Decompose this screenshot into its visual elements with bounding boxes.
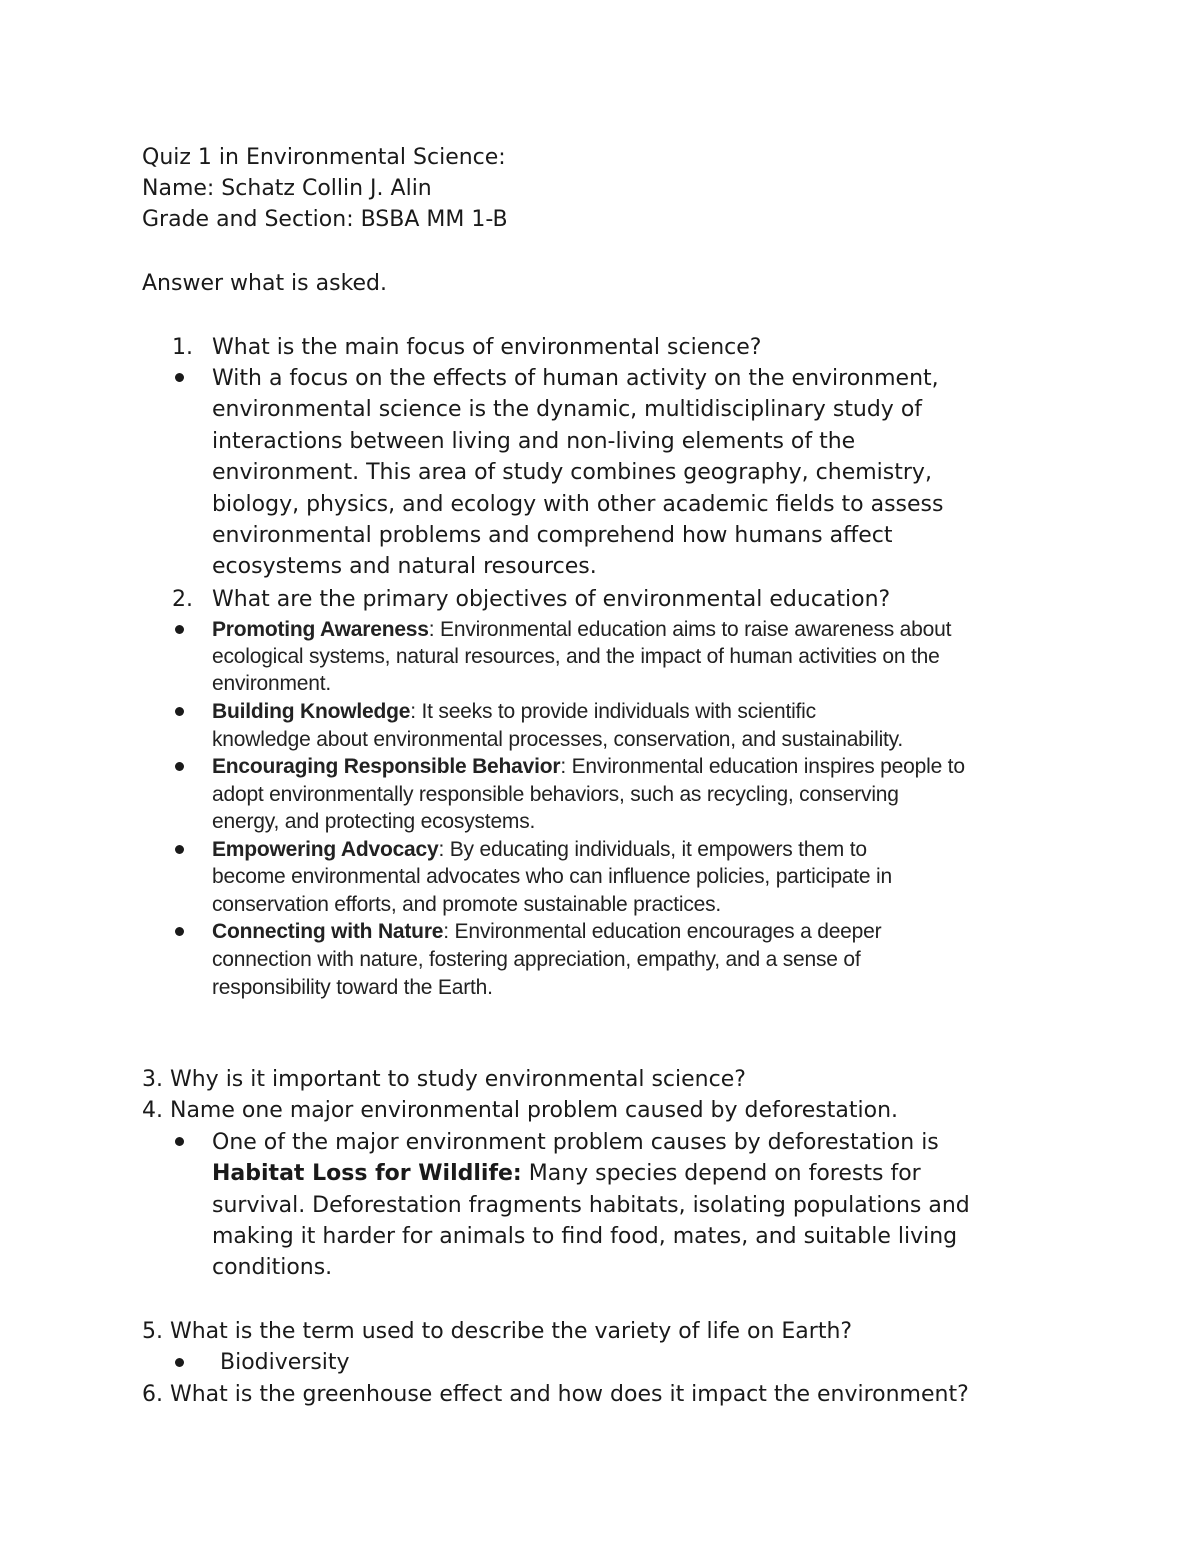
objective-text: knowledge about environmental processes, conservation, and sustainability. [212,728,904,751]
bullet-icon [175,373,184,382]
bullet-icon [175,927,184,936]
objective-item [212,836,867,863]
q2-question: What are the primary objectives of environmental education? [212,587,891,612]
objective-text: : By educating individuals, it empowers them to [438,838,867,861]
q1-number: 1. [172,335,193,360]
quiz-title: Quiz 1 in Environmental Science: [142,145,506,170]
q1-answer-line: environmental problems and comprehend how humans affect [212,523,893,548]
bullet-icon [175,625,184,634]
objective-term: Promoting Awareness [212,618,429,641]
objective-item [212,616,951,643]
objective-text: ecological systems, natural resources, and the impact of human activities on the [212,645,940,668]
q4-answer-line: conditions. [212,1255,333,1280]
objective-text: environment. [212,672,331,695]
objective-item [212,698,816,725]
q1-answer-line: environment. This area of study combines geography, chemistry, [212,460,932,485]
objective-text: become environmental advocates who can influence policies, participate in [212,865,892,888]
q4-answer-line [212,1158,921,1189]
q4-bold-term: Habitat Loss for Wildlife: [212,1161,522,1186]
bullet-icon [175,845,184,854]
objective-term: Encouraging Responsible Behavior [212,755,561,778]
q1-answer-line: biology, physics, and ecology with other academic fields to assess [212,492,944,517]
q4-answer-line: One of the major environment problem causes by deforestation is [212,1130,939,1155]
objective-text: : Environmental education aims to raise awareness about [428,618,952,641]
q3-question: 3. Why is it important to study environmental science? [142,1067,746,1092]
q1-answer-line: ecosystems and natural resources. [212,554,597,579]
objective-term: Empowering Advocacy [212,838,439,861]
q4-answer-text: Many species depend on forests for [521,1161,921,1186]
objective-text: connection with nature, fostering appreciation, empathy, and a sense of [212,948,861,971]
objective-text: : It seeks to provide individuals with scientific [410,700,816,723]
q5-question: 5. What is the term used to describe the variety of life on Earth? [142,1319,853,1344]
q1-question: What is the main focus of environmental science? [212,335,762,360]
bullet-icon [175,1137,184,1146]
objective-term: Connecting with Nature [212,920,444,943]
objective-text: : Environmental education encourages a deeper [443,920,882,943]
objective-item [212,753,965,780]
objective-text: energy, and protecting ecosystems. [212,810,536,833]
q4-question: 4. Name one major environmental problem caused by deforestation. [142,1098,899,1123]
q1-answer-line: environmental science is the dynamic, multidisciplinary study of [212,397,923,422]
bullet-icon [175,707,184,716]
q5-answer: Biodiversity [220,1350,350,1375]
q1-answer-line: interactions between living and non-living elements of the [212,429,856,454]
q2-number: 2. [172,587,193,612]
objective-text: responsibility toward the Earth. [212,976,493,999]
objective-item [212,918,881,945]
objective-text: conservation efforts, and promote sustainable practices. [212,893,722,916]
q4-answer-line: survival. Deforestation fragments habitats, isolating populations and [212,1193,970,1218]
student-name: Name: Schatz Collin J. Alin [142,176,432,201]
q6-question: 6. What is the greenhouse effect and how does it impact the environment? [142,1382,969,1407]
objective-term: Building Knowledge [212,700,411,723]
objective-text: adopt environmentally responsible behaviors, such as recycling, conserving [212,783,899,806]
bullet-icon [175,762,184,771]
grade-section: Grade and Section: BSBA MM 1-B [142,207,508,232]
bullet-icon [175,1358,184,1367]
objective-text: : Environmental education inspires people to [560,755,965,778]
q4-answer-line: making it harder for animals to find food, mates, and suitable living [212,1224,958,1249]
q1-answer-line: With a focus on the effects of human activity on the environment, [212,366,939,391]
instruction: Answer what is asked. [142,271,388,296]
